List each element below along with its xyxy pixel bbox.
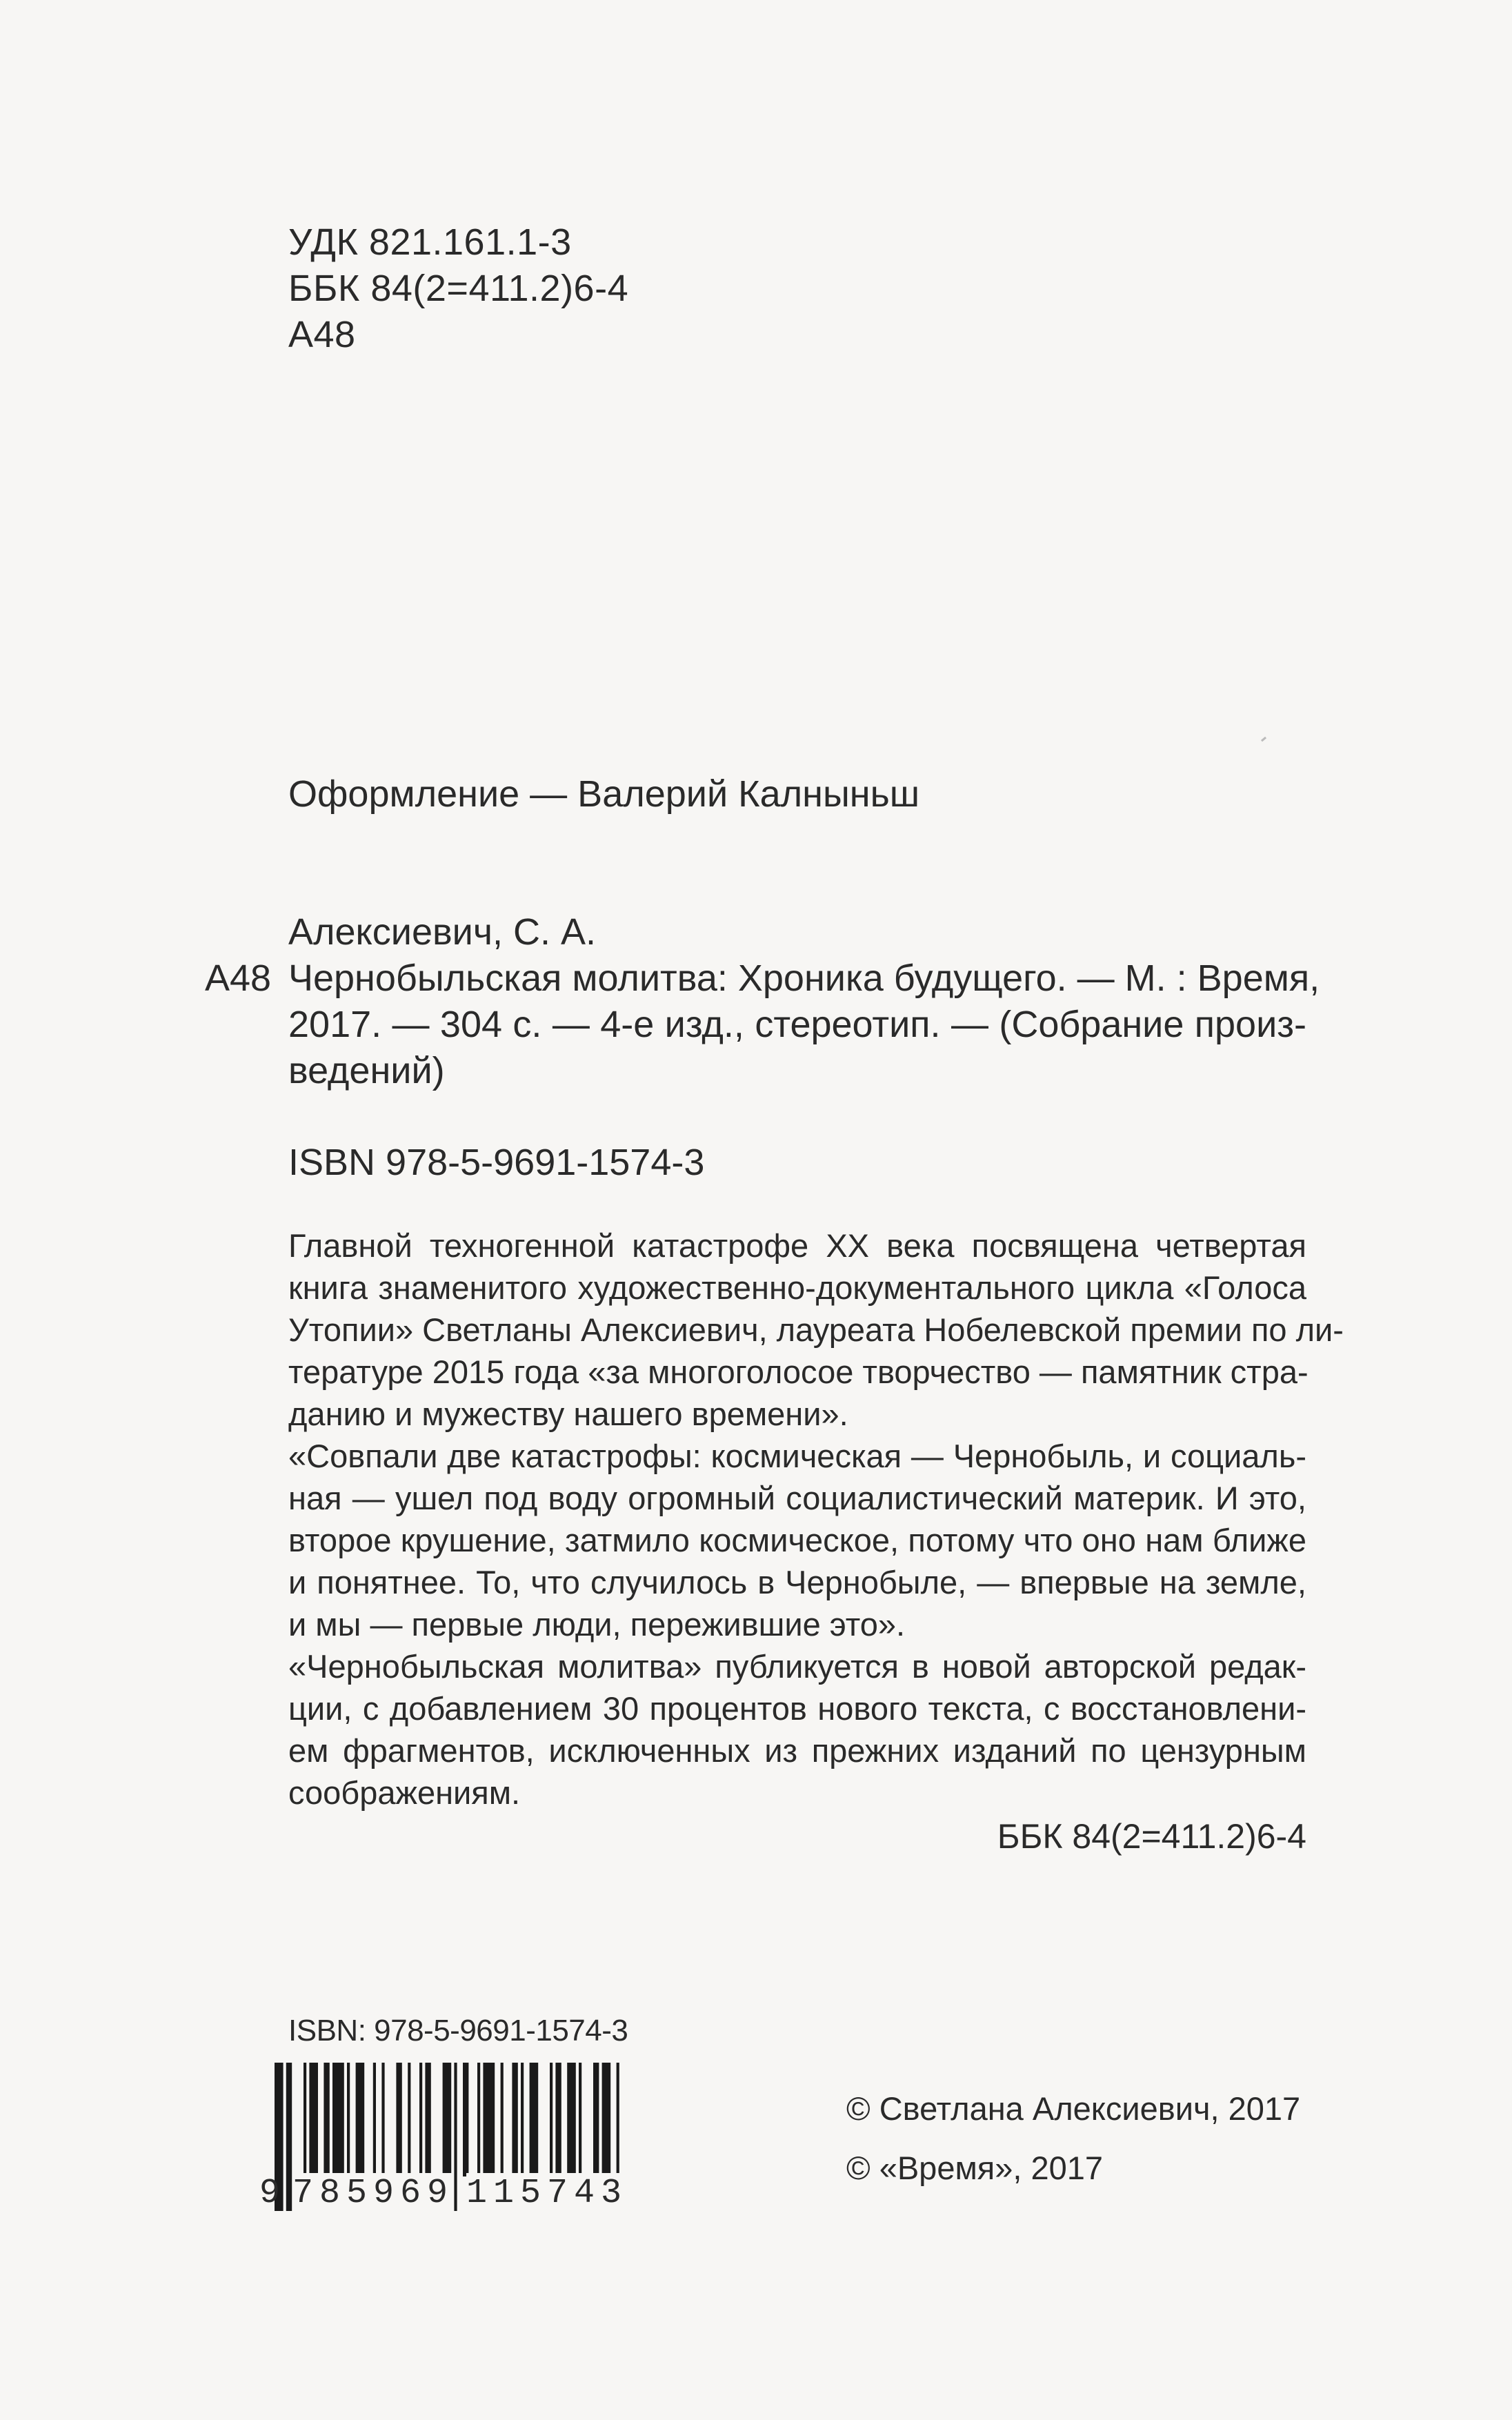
barcode-bar (555, 2063, 561, 2176)
barcode-bar (483, 2063, 495, 2176)
annotation-line: «Совпали две катастрофы: космическая — Чернобыль, и социаль- (288, 1438, 1306, 1474)
barcode-bar (512, 2063, 517, 2176)
barcode-bar (304, 2063, 306, 2176)
annotation-line: ная — ушел под воду огромный социалистический материк. И это, (288, 1480, 1306, 1516)
annotation-line: «Чернобыльская молитва» публикуется в новой авторской редак- (288, 1648, 1306, 1685)
barcode-bar (324, 2063, 329, 2176)
barcode-bar (332, 2063, 344, 2176)
barcode-bar (425, 2063, 430, 2176)
isbn-text: ISBN 978-5-9691-1574-3 (288, 1142, 705, 1183)
annotation-line: соображениям. (288, 1774, 521, 1811)
barcode-bar (593, 2063, 599, 2176)
copyright-publisher: © «Время», 2017 (846, 2150, 1104, 2186)
bib-description (288, 955, 1320, 1094)
barcode-bar (309, 2063, 318, 2176)
print-speck (1261, 737, 1266, 742)
annotation-line: второе крушение, затмило космическое, потому что оно нам ближе (288, 1522, 1306, 1558)
annotation (288, 1224, 1344, 1814)
annotation-line: и мы — первые люди, пережившие это». (288, 1606, 906, 1643)
annotation-line: ем фрагментов, исключенных из прежних изданий по цензурным (288, 1732, 1306, 1769)
bbk-footer: ББК 84(2=411.2)6-4 (997, 1817, 1306, 1856)
barcode-digits (259, 2173, 646, 2214)
barcode-bar (356, 2063, 365, 2176)
copyright-author: © Светлана Алексиевич, 2017 (846, 2090, 1301, 2127)
barcode-bar (463, 2063, 468, 2176)
bib-line: ведений) (288, 1050, 445, 1091)
bib-line: 2017. — 304 с. — 4-е изд., стереотип. — (Собрание произ- (288, 1004, 1306, 1045)
classification-block (288, 219, 628, 358)
bbk-code: ББК 84(2=411.2)6-4 (288, 268, 629, 309)
annotation-line: данию и мужеству нашего времени». (288, 1396, 848, 1432)
barcode-right-digits: 115743 (466, 2174, 628, 2213)
bib-line: Чернобыльская молитва: Хроника будущего. — М. : Время, (288, 958, 1320, 999)
barcode-bar (530, 2063, 539, 2176)
bib-author: Алексиевич, С. А. (288, 911, 597, 953)
barcode-bar (381, 2063, 384, 2176)
barcode-bar (477, 2063, 480, 2176)
barcode-left-digits: 785969 (292, 2174, 455, 2213)
annotation-line: ции, с добавлением 30 процентов нового текста, с восстановлени- (288, 1690, 1306, 1727)
author-sign-code: А48 (288, 314, 356, 355)
annotation-line: книга знаменитого художественно-документального цикла «Голоса (288, 1269, 1306, 1306)
annotation-line: Главной техногенной катастрофе XX века посвящена четвертая (288, 1227, 1306, 1264)
barcode-bar (550, 2063, 553, 2176)
udk-code: УДК 821.161.1-3 (288, 221, 572, 263)
design-credit: Оформление — Валерий Калныньш (288, 773, 920, 815)
barcode-bar (567, 2063, 576, 2176)
barcode-isbn-label: ISBN: 978-5-9691-1574-3 (288, 2014, 628, 2047)
annotation-line: Утопии» Светланы Алексиевич, лауреата Нобелевской премии по ли- (288, 1311, 1344, 1348)
barcode-first-digit: 9 (259, 2174, 281, 2213)
barcode-bar (373, 2063, 376, 2176)
barcode-bar (347, 2063, 350, 2176)
annotation-line: и понятнее. То, что случилось в Чернобыле, — впервые на земле, (288, 1564, 1306, 1600)
barcode-bar (396, 2063, 401, 2176)
barcode-bar (419, 2063, 422, 2176)
barcode-bar (408, 2063, 410, 2176)
barcode-bar (501, 2063, 504, 2176)
barcode-bar (579, 2063, 581, 2176)
bib-side-code: А48 (205, 958, 272, 999)
annotation-line: тературе 2015 года «за многоголосое творчество — памятник стра- (288, 1353, 1309, 1390)
barcode-bar (521, 2063, 524, 2176)
